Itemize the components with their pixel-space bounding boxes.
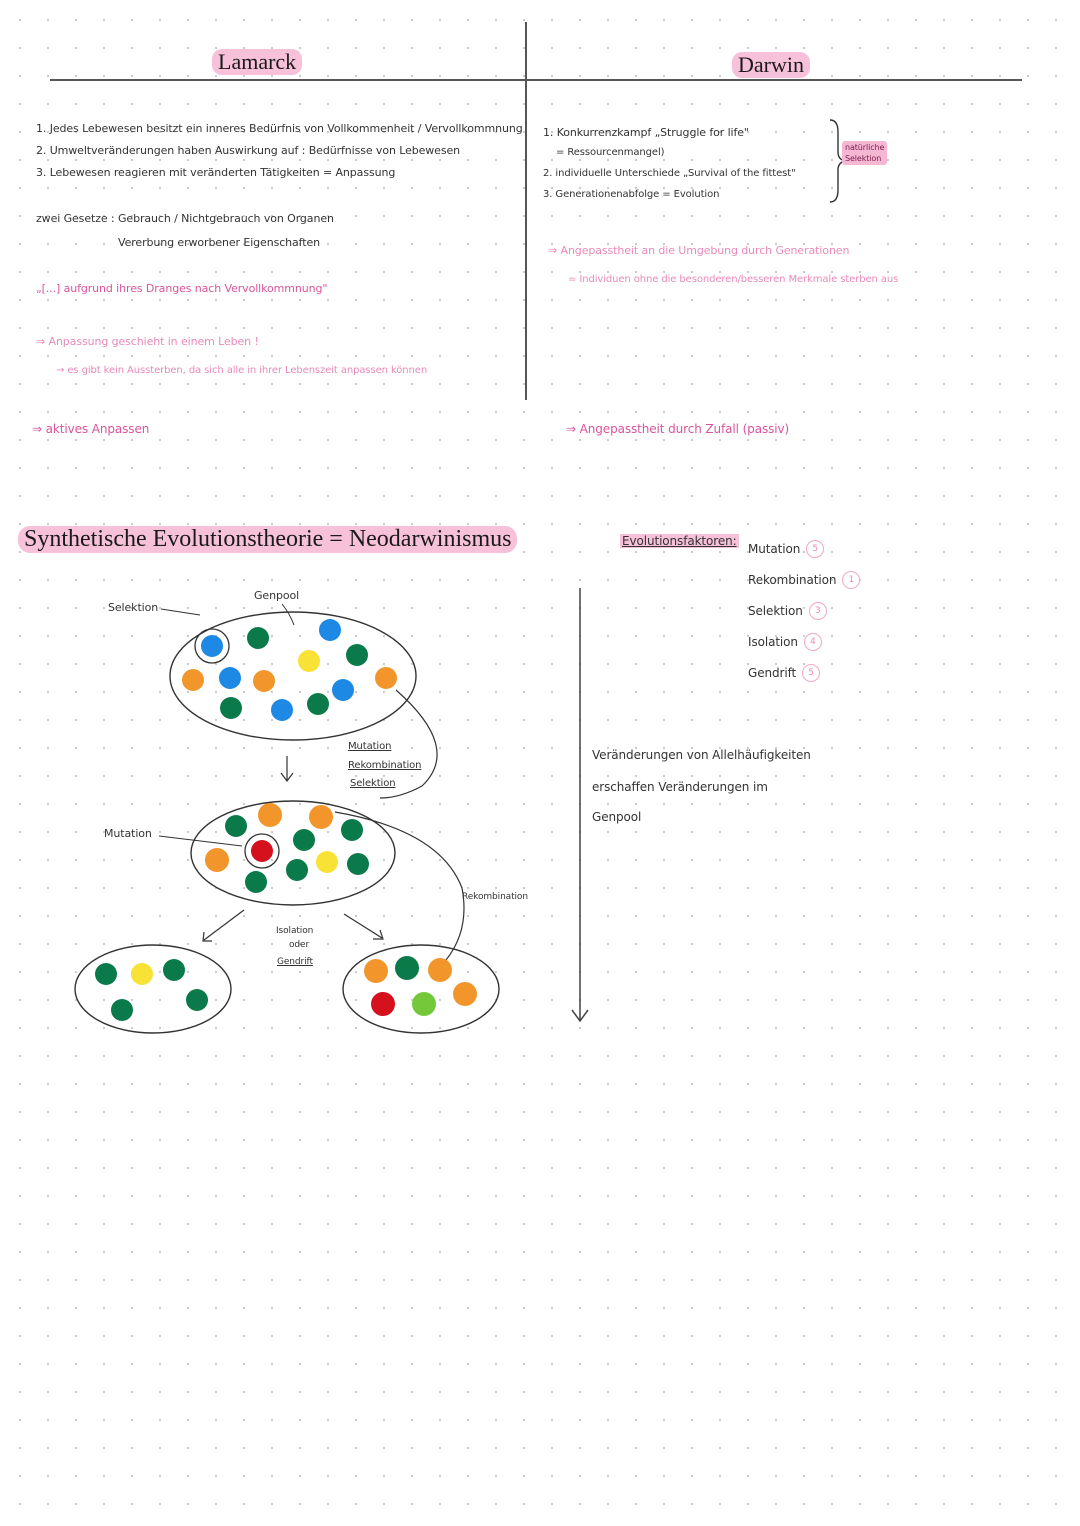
label-genpool: Genpool — [254, 589, 300, 602]
lamarck-point-3: 3. Lebewesen reagieren mit veränderten Tätigkeiten = Anpassung — [36, 166, 396, 179]
darwin-point-1b: = Ressourcenmangel) — [556, 147, 665, 158]
factor-number-circle: 5 — [802, 664, 820, 682]
label-isolation-3: Gendrift — [277, 957, 313, 967]
lamarck-conclusion-1: ⇒ Anpassung geschieht in einem Leben ! — [36, 335, 259, 348]
label-mrs-2: Rekombination — [348, 760, 422, 771]
factor-number-circle: 5 — [806, 540, 824, 558]
lamarck-quote: „[...] aufgrund ihres Dranges nach Vervollkommnung" — [36, 282, 328, 295]
factor-name: Gendrift — [748, 665, 797, 680]
label-isolation-1: Isolation — [276, 926, 314, 936]
factor-name: Mutation — [748, 541, 801, 556]
darwin-conclusion-1: ⇒ Angepasstheit an die Umgebung durch Generationen — [548, 244, 850, 257]
time-arrow — [572, 588, 588, 1021]
lamarck-law-1: Gebrauch / Nichtgebrauch von Organen — [118, 212, 334, 225]
darwin-conclusion-2: = Individuen ohne die besonderen/besseren Merkmale sterben aus — [568, 274, 899, 285]
lamarck-title: Lamarck — [212, 49, 302, 75]
factor-name: Selektion — [748, 603, 803, 618]
natural-selection-line-1: natürliche — [845, 143, 885, 152]
factor-number-circle: 4 — [804, 633, 822, 651]
factor-number-circle: 3 — [809, 602, 827, 620]
label-mrs-1: Mutation — [348, 741, 392, 752]
allele-note-2: erschaffen Veränderungen im — [592, 780, 768, 794]
lamarck-point-2: 2. Umweltveränderungen haben Auswirkung auf : Bedürfnisse von Lebewesen — [36, 144, 461, 157]
factor-name: Rekombination — [748, 572, 837, 587]
dots-top — [182, 619, 397, 721]
factors-label: Evolutionsfaktoren: — [622, 534, 737, 548]
label-rekombination: Rekombination — [462, 892, 528, 902]
label-mrs-3: Selektion — [350, 778, 396, 789]
darwin-title: Darwin — [732, 52, 810, 78]
label-selektion: Selektion — [108, 601, 159, 614]
genpool-bottom-left — [75, 945, 231, 1033]
lamarck-point-1: 1. Jedes Lebewesen besitzt ein inneres Bedürfnis von Vollkommenheit / Vervollkommnung — [36, 122, 523, 135]
arrow-down — [281, 756, 293, 781]
synthetic-title: Synthetische Evolutionstheorie = Neodarwinismus — [18, 526, 517, 553]
arrow-left-down — [203, 910, 244, 941]
lamarck-laws-label: zwei Gesetze : — [36, 212, 115, 225]
arrow-right-down — [344, 914, 383, 939]
factor-number-circle: 1 — [842, 571, 860, 589]
darwin-point-1: 1. Konkurrenzkampf „Struggle for life" — [543, 126, 749, 139]
darwin-summary: ⇒ Angepasstheit durch Zufall (passiv) — [566, 422, 790, 436]
dots-bottom-left — [95, 959, 208, 1021]
dots-bottom-right — [364, 956, 477, 1016]
factor-name: Isolation — [748, 634, 798, 649]
label-mutation: Mutation — [104, 827, 152, 840]
allele-note-3: Genpool — [592, 810, 642, 824]
label-isolation-2: oder — [289, 940, 310, 950]
lamarck-law-2: Vererbung erworbener Eigenschaften — [118, 236, 321, 249]
lamarck-conclusion-2: → es gibt kein Aussterben, da sich alle in ihrer Lebenszeit anpassen können — [56, 365, 428, 376]
darwin-point-3: 3. Generationenabfolge = Evolution — [543, 189, 720, 200]
lamarck-summary: ⇒ aktives Anpassen — [32, 422, 150, 436]
dots-middle — [205, 803, 369, 893]
darwin-point-2: 2. individuelle Unterschiede „Survival of the fittest" — [543, 168, 796, 179]
allele-note-1: Veränderungen von Allelhäufigkeiten — [592, 748, 811, 762]
natural-selection-line-2: Selektion — [845, 154, 882, 163]
